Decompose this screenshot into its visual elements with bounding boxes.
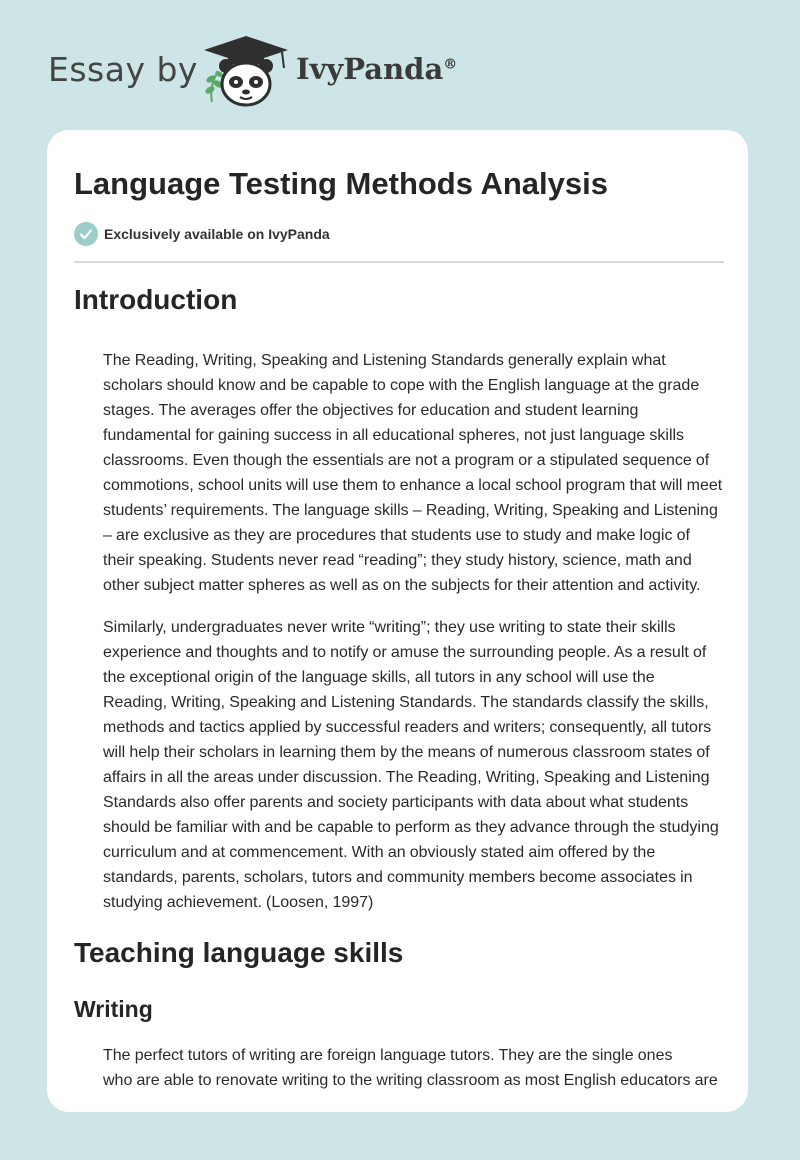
text-line: – are exclusive as they are procedures that students use to study and make logic of	[103, 527, 690, 544]
text-line: affairs in all the areas under discussion. The Reading, Writing, Speaking and Listening	[103, 769, 710, 786]
divider	[74, 261, 724, 263]
article-body	[74, 282, 724, 1110]
paragraph-intro-2	[74, 615, 724, 915]
text-line: methods and tactics applied by successful readers and writers; consequently, all tutors	[103, 719, 712, 736]
text-line: will help their scholars in learning them by the means of numerous classroom states of	[103, 744, 710, 761]
text-line: should be familiar with and be capable to perform as they advance through the studying	[103, 819, 719, 836]
text-line: the exceptional origin of the language skills, all tutors in any school will use the	[103, 669, 655, 686]
paragraph-writing-1	[74, 1043, 724, 1093]
site-header	[0, 0, 800, 120]
badge-label: Exclusively available on IvyPanda	[104, 226, 330, 242]
subsection-heading-writing: Writing	[74, 996, 153, 1022]
text-line: other subject matter spheres as well as on the subjects for their attention and activity.	[103, 577, 701, 594]
brand-name[interactable]	[296, 52, 457, 86]
section-heading-teaching: Teaching language skills	[74, 937, 404, 968]
article-card	[47, 130, 748, 1112]
text-line: scholars should know and be capable to cope with the English language at the grade	[103, 377, 700, 394]
page-title: Language Testing Methods Analysis	[74, 166, 608, 201]
text-line: studying achievement. (Loosen, 1997)	[103, 894, 374, 911]
text-line: The Reading, Writing, Speaking and Listening Standards generally explain what	[103, 352, 666, 369]
section-heading-introduction: Introduction	[74, 284, 238, 315]
text-line: commotions, school units will use them to enhance a local school program that will meet	[103, 477, 723, 494]
paragraph-intro-1	[74, 348, 724, 598]
check-icon	[74, 222, 98, 246]
registered-mark: ®	[443, 56, 458, 73]
text-line: Standards also offer parents and society participants with data about what students	[103, 794, 689, 811]
brand-text: IvyPanda	[296, 52, 444, 86]
text-line: Reading, Writing, Speaking and Listening Standards. The standards classify the skills,	[103, 694, 709, 711]
text-line: fundamental for gaining success in all educational spheres, not just language skills	[103, 427, 685, 444]
text-line: standards, parents, scholars, tutors and community members become associates in	[103, 869, 693, 886]
text-line: The perfect tutors of writing are foreign language tutors. They are the single ones	[103, 1047, 673, 1064]
text-line: Similarly, undergraduates never write “writing”; they use writing to state their skills	[103, 619, 676, 636]
text-line: experience and thoughts and to notify or amuse the surrounding people. As a result of	[103, 644, 707, 661]
text-line: classrooms. Even though the essentials are not a program or a stipulated sequence of	[103, 452, 710, 469]
text-line: who are able to renovate writing to the writing classroom as most English educators are	[103, 1072, 718, 1089]
text-line: curriculum and at commencement. With an obviously stated aim offered by the	[103, 844, 656, 861]
text-line: their speaking. Students never read “reading”; they study history, science, math and	[103, 552, 692, 569]
exclusive-badge	[74, 222, 330, 246]
text-line: students’ requirements. The language skills – Reading, Writing, Speaking and Listening	[103, 502, 718, 519]
essay-by-label: Essay by	[48, 50, 198, 89]
panda-logo-icon[interactable]	[198, 32, 294, 108]
text-line: stages. The averages offer the objectives for education and student learning	[103, 402, 639, 419]
